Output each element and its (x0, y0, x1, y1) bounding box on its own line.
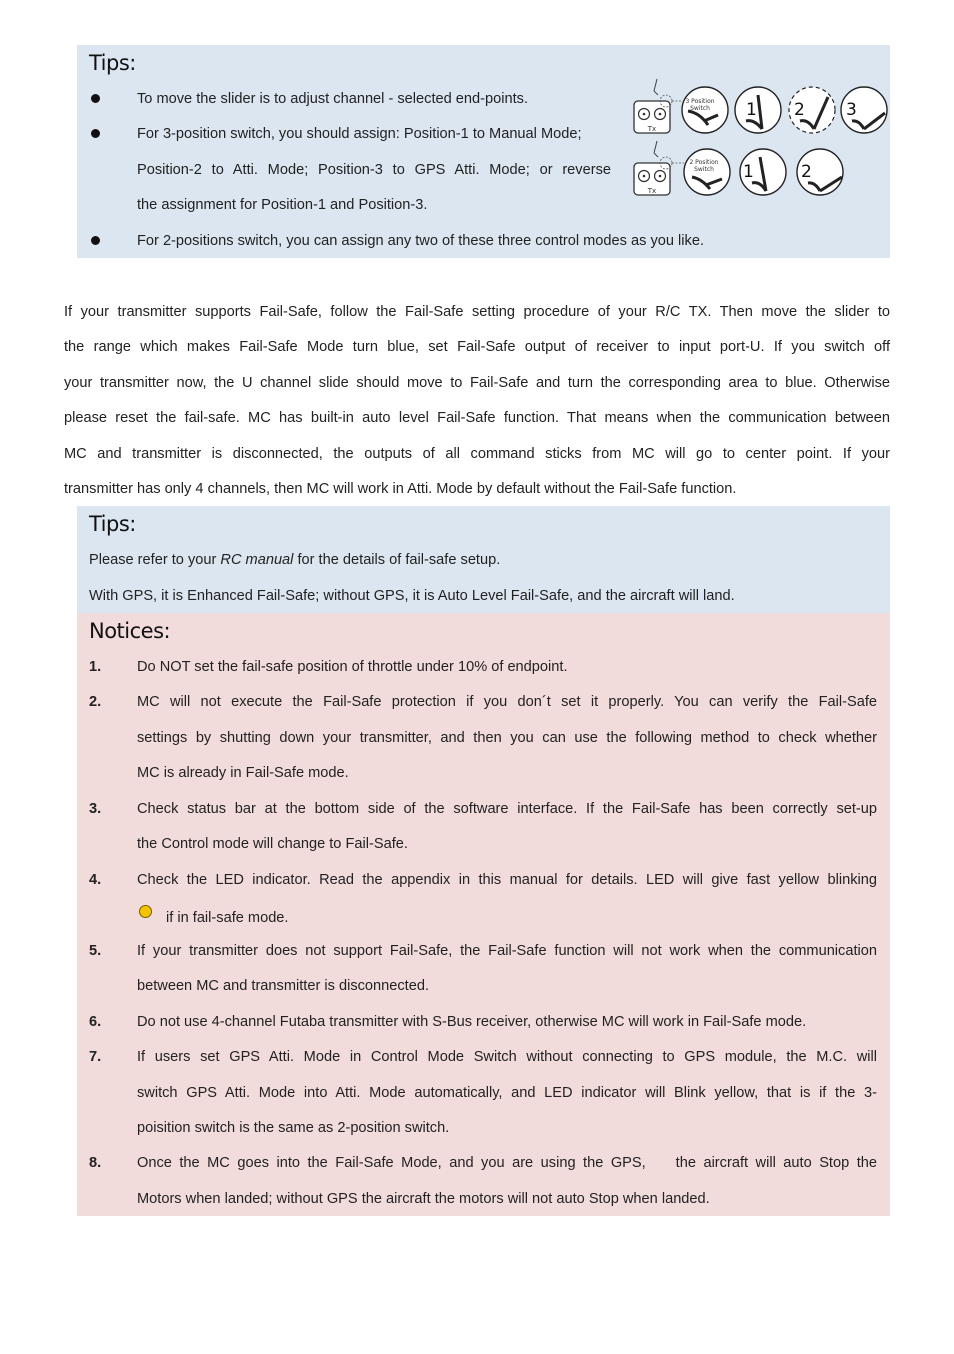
position-number: 2 (801, 162, 812, 182)
tips-heading: Tips: (89, 512, 136, 536)
switch-position-2-icon (789, 87, 835, 133)
transmitter-2pos-icon (634, 141, 684, 195)
notice-6: Do not use 4-channel Futaba transmitter with S-Bus receiver, otherwise MC will work in Fail-Safe mode. (137, 1014, 807, 1030)
body-line-2: the range which makes Fail-Safe Mode turn blue, set Fail-Safe output of receiver to input port-U. If you switch off (64, 339, 890, 355)
notice-8-line1: Once the MC goes into the Fail-Safe Mode, and you are using the GPS, the aircraft will auto Stop the (137, 1155, 877, 1171)
notice-number: 4. (89, 872, 102, 888)
notice-4-line1: Check the LED indicator. Read the appendix in this manual for details. LED will give fast yellow blinking (137, 872, 877, 888)
notices-heading: Notices: (89, 619, 171, 643)
switch-2pos-position-1-icon (740, 149, 786, 195)
notice-7-line1: If users set GPS Atti. Mode in Control Mode Switch without connecting to GPS module, the M.C. will (137, 1049, 877, 1065)
body-line-4: please reset the fail-safe. MC has built-in auto level Fail-Safe function. That means when the communication between (64, 410, 890, 426)
notice-4-line2: if in fail-safe mode. (166, 910, 289, 926)
notice-number: 5. (89, 943, 102, 959)
notice-number: 8. (89, 1155, 102, 1171)
switch-2pos-position-2-icon (797, 149, 843, 195)
position-number: 3 (846, 100, 857, 120)
switch-label: 2 Position (689, 159, 719, 166)
switch-label: Switch (690, 105, 710, 112)
tips-heading: Tips: (89, 51, 136, 75)
position-number: 1 (743, 162, 754, 182)
switch-3pos-icon (682, 87, 728, 133)
body-line-3: your transmitter now, the U channel slide should move to Fail-Safe and turn the corresponding area to blue. Otherwise (64, 375, 890, 391)
switch-label: 3 Position (685, 98, 715, 105)
position-number: 2 (794, 100, 805, 120)
notice-number: 3. (89, 801, 102, 817)
notice-2-line1: MC will not execute the Fail-Safe protection if you don´t set it properly. You can verify the Fail-Safe (137, 694, 877, 710)
led-yellow-icon (139, 905, 152, 918)
rc-manual-emphasis: RC manual (220, 552, 294, 568)
tx-label: Tx (647, 125, 657, 133)
notice-number: 7. (89, 1049, 102, 1065)
notice-number: 2. (89, 694, 102, 710)
tx-label: Tx (647, 187, 657, 195)
body-line-5: MC and transmitter is disconnected, the outputs of all command sticks from MC will go to center point. If your (64, 446, 890, 462)
tips-mid-line-2: With GPS, it is Enhanced Fail-Safe; without GPS, it is Auto Level Fail-Safe, and the aircraft will land. (89, 588, 735, 604)
notice-3-line1: Check status bar at the bottom side of the software interface. If the Fail-Safe has been correctly set-up (137, 801, 877, 817)
bullet-icon (91, 94, 100, 103)
switch-position-3-icon (841, 87, 887, 133)
notice-8-line2: Motors when landed; without GPS the aircraft the motors will not auto Stop when landed. (137, 1191, 710, 1207)
transmitter-3pos-icon (634, 79, 682, 133)
notice-7-line2: switch GPS Atti. Mode into Atti. Mode automatically, and LED indicator will Blink yellow, that is if the 3- (137, 1085, 877, 1101)
notice-3-line2: the Control mode will change to Fail-Safe. (137, 836, 408, 852)
notice-number: 1. (89, 659, 102, 675)
body-line-1: If your transmitter supports Fail-Safe, follow the Fail-Safe setting procedure of your R/C TX. Then move the slider to (64, 304, 890, 320)
switch-position-1-icon (735, 87, 781, 133)
notice-2-line2: settings by shutting down your transmitter, and then you can use the following method to check whether (137, 730, 877, 746)
notice-number: 6. (89, 1014, 102, 1030)
notice-1: Do NOT set the fail-safe position of throttle under 10% of endpoint. (137, 659, 568, 675)
body-line-6: transmitter has only 4 channels, then MC will work in Atti. Mode by default without the Fail-Safe function. (64, 481, 737, 497)
tips-bullet-3: For 2-positions switch, you can assign any two of these three control modes as you like. (137, 233, 705, 249)
notice-5-line1: If your transmitter does not support Fail-Safe, the Fail-Safe function will not work when the communication (137, 943, 877, 959)
notice-5-line2: between MC and transmitter is disconnected. (137, 978, 430, 994)
notice-7-line3: poisition switch is the same as 2-position switch. (137, 1120, 450, 1136)
bullet-icon (91, 129, 100, 138)
switch-position-diagram (630, 73, 890, 201)
switch-label: Switch (694, 166, 714, 173)
bullet-icon (91, 236, 100, 245)
tips-bullet-2-line1: For 3-position switch, you should assign: Position-1 to Manual Mode; (137, 126, 582, 142)
notice-2-line3: MC is already in Fail-Safe mode. (137, 765, 349, 781)
tips-bullet-1: To move the slider is to adjust channel - selected end-points. (137, 91, 529, 107)
tips-mid-line-1: Please refer to your RC manual for the details of fail-safe setup. (89, 552, 501, 568)
tips-bullet-2-line2: Position-2 to Atti. Mode; Position-3 to GPS Atti. Mode; or reverse (137, 162, 611, 178)
switch-2pos-icon (684, 149, 730, 195)
tips-bullet-2-line3: the assignment for Position-1 and Position-3. (137, 197, 428, 213)
position-number: 1 (746, 100, 757, 120)
